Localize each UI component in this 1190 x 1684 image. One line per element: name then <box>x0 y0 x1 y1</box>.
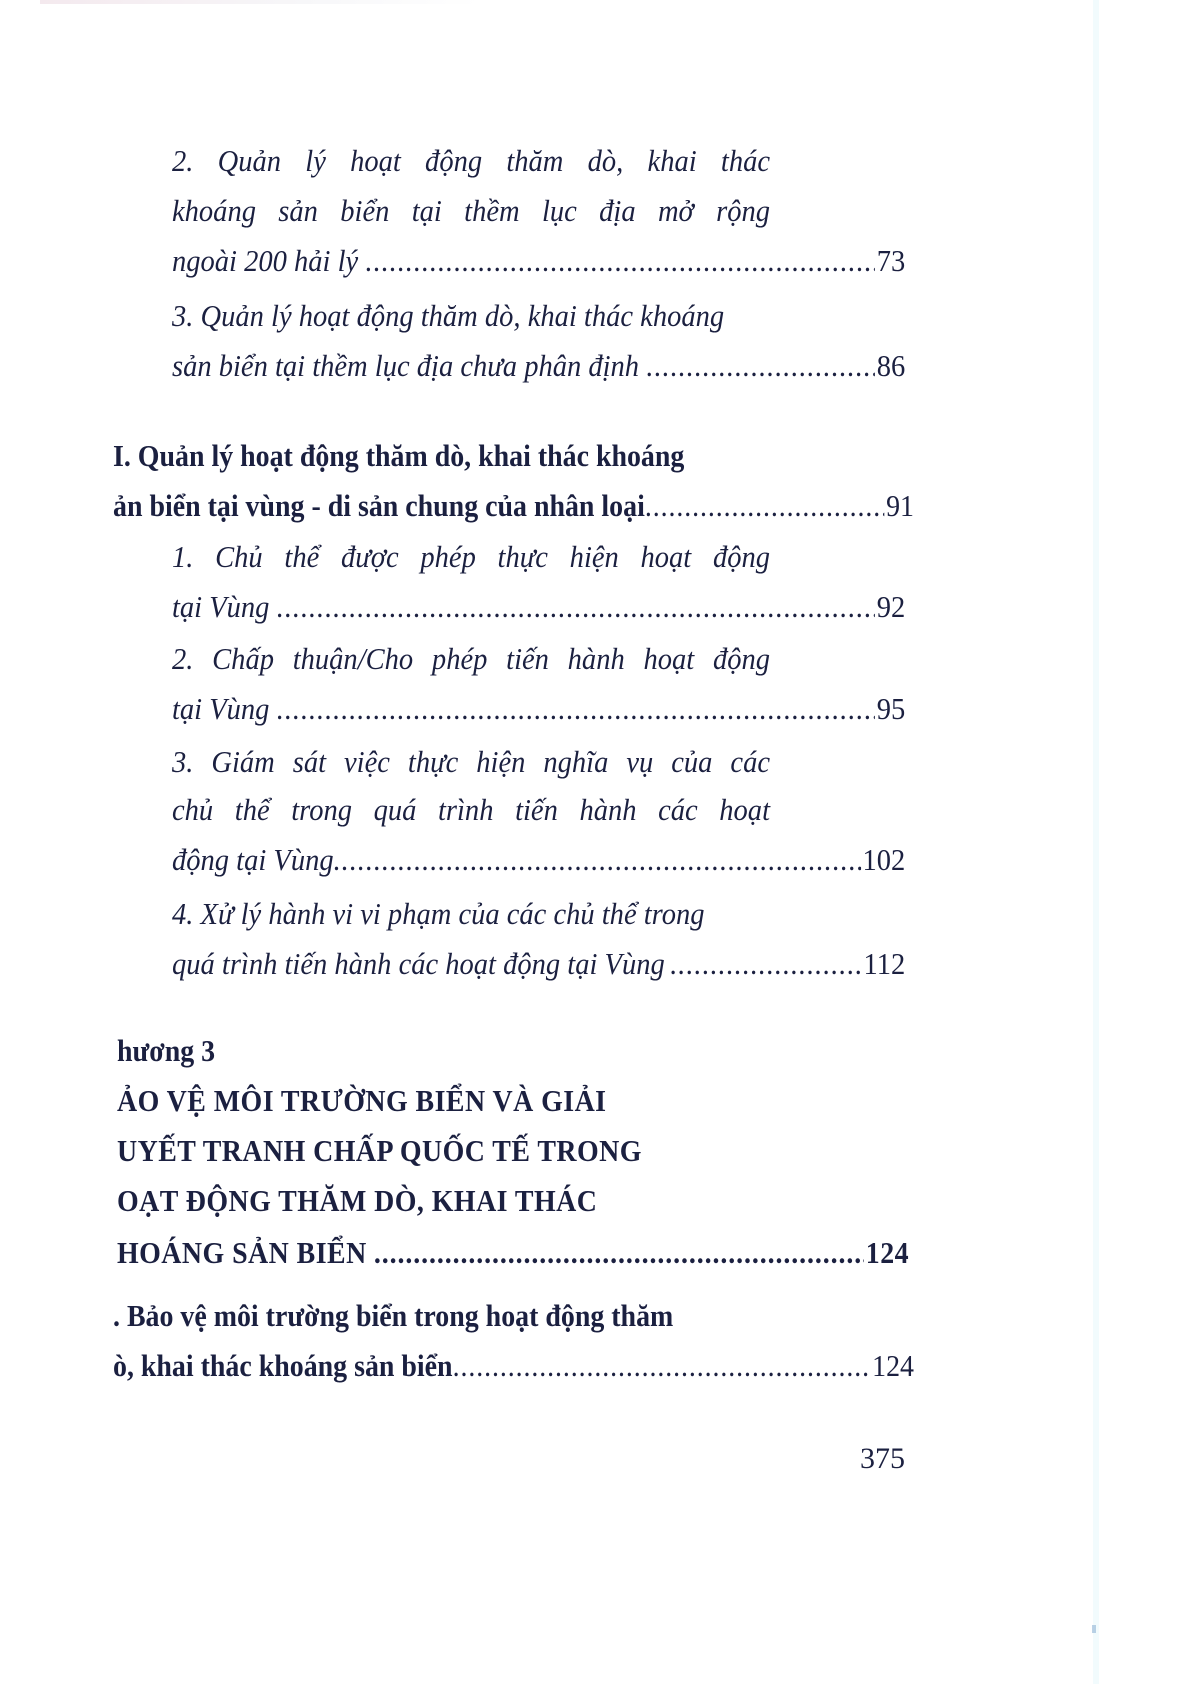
toc-section-text: I. Quản lý hoạt động thăm dò, khai thác khoáng <box>113 438 685 473</box>
dot-leader <box>374 1229 864 1277</box>
page-number: 375 <box>860 1442 905 1475</box>
chapter-label <box>117 1027 387 1075</box>
dot-leader <box>334 836 861 884</box>
toc-entry-text: 3. Giám sát việc thực hiện nghĩa vụ của các <box>172 744 770 779</box>
chapter-title-text: UYẾT TRANH CHẤP QUỐC TẾ TRONG <box>117 1133 642 1168</box>
toc-section-line <box>113 1292 784 1340</box>
dot-leader <box>277 685 875 733</box>
toc-chapter-3[interactable] <box>117 1229 909 1277</box>
toc-section-text: ò, khai thác khoáng sản biển <box>113 1348 453 1383</box>
toc-entry-II-2[interactable] <box>172 685 905 733</box>
toc-entry-text: khoáng sản biển tại thềm lục địa mở rộng <box>172 193 770 228</box>
toc-page-number: 112 <box>863 946 906 981</box>
toc-page-number: 124 <box>872 1348 914 1383</box>
toc-entry-text: tại Vùng <box>172 691 270 726</box>
scan-smudge <box>40 0 480 4</box>
toc-entry-II-4[interactable] <box>172 940 905 988</box>
chapter-label-text: hương 3 <box>117 1033 216 1068</box>
toc-entry-text: chủ thể trong quá trình tiến hành các hoạt <box>172 792 770 827</box>
toc-section-text: . Bảo vệ môi trường biển trong hoạt động thăm <box>113 1298 674 1333</box>
dot-leader <box>645 482 884 530</box>
toc-entry-text: 2. Chấp thuận/Cho phép tiến hành hoạt động <box>172 641 770 676</box>
toc-page-number: 124 <box>865 1235 909 1270</box>
toc-entry-line <box>172 533 770 581</box>
toc-entry-text: động tại Vùng <box>172 842 334 877</box>
chapter-title-text: HOÁNG SẢN BIỂN <box>117 1235 367 1270</box>
toc-page-number: 102 <box>862 842 906 877</box>
chapter-title-line <box>117 1127 747 1175</box>
toc-section-line <box>113 432 784 480</box>
toc-page-number: 91 <box>886 488 914 523</box>
chapter-title-line <box>117 1077 747 1125</box>
toc-entry-line <box>172 738 770 786</box>
toc-entry-II-3[interactable] <box>172 836 905 884</box>
toc-entry-text: 2. Quản lý hoạt động thăm dò, khai thác <box>172 143 770 178</box>
toc-chapter-3-section-I[interactable] <box>113 1342 914 1390</box>
toc-page-number: 92 <box>876 589 906 624</box>
page-edge <box>1093 0 1099 1684</box>
chapter-title-line <box>117 1177 747 1225</box>
toc-entry-text: quá trình tiến hành các hoạt động tại Vùng <box>172 946 665 981</box>
toc-section-II[interactable] <box>113 482 914 530</box>
toc-entry-line <box>172 786 770 834</box>
scan-artifact <box>1092 1625 1096 1633</box>
dot-leader <box>453 1342 871 1390</box>
chapter-title-text: ẢO VỆ MÔI TRƯỜNG BIỂN VÀ GIẢI <box>117 1083 607 1118</box>
toc-page-number: 73 <box>876 243 906 278</box>
dot-leader <box>366 237 875 285</box>
dot-leader <box>670 940 861 988</box>
toc-entry-line <box>172 137 770 185</box>
toc-entry-line <box>172 635 770 683</box>
toc-page-number: 86 <box>876 348 906 383</box>
toc-entry-text: ngoài 200 hải lý <box>172 243 359 278</box>
toc-entry-text: 3. Quản lý hoạt động thăm dò, khai thác khoáng <box>172 298 725 333</box>
dot-leader <box>277 583 875 631</box>
toc-page-number: 95 <box>876 691 906 726</box>
toc-entry-line <box>172 292 770 340</box>
toc-entry-text: tại Vùng <box>172 589 270 624</box>
toc-section-text: ản biển tại vùng - di sản chung của nhân loại <box>113 488 645 523</box>
toc-entry-2[interactable] <box>172 237 905 285</box>
toc-entry-line <box>172 890 770 938</box>
toc-entry-line <box>172 187 770 235</box>
dot-leader <box>646 342 874 390</box>
toc-entry-text: 1. Chủ thể được phép thực hiện hoạt động <box>172 539 770 574</box>
chapter-title-text: OẠT ĐỘNG THĂM DÒ, KHAI THÁC <box>117 1183 598 1218</box>
toc-entry-text: sản biển tại thềm lục địa chưa phân định <box>172 348 640 383</box>
toc-entry-3[interactable] <box>172 342 905 390</box>
toc-entry-text: 4. Xử lý hành vi vi phạm của các chủ thể trong <box>172 896 705 931</box>
toc-entry-II-1[interactable] <box>172 583 905 631</box>
